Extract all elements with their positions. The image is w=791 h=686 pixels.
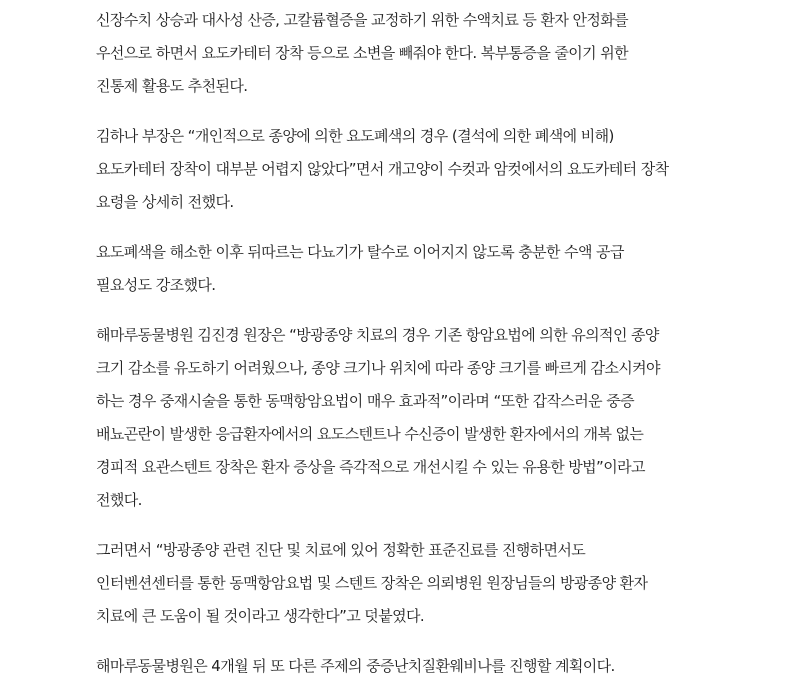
article-body — [96, 0, 736, 683]
paragraph-5 — [96, 534, 736, 633]
paragraph-3 — [96, 236, 736, 302]
text-line: 해마루동물병원 김진경 원장은 “방광종양 치료의 경우 기존 항암요법에 의한 유의적인 종양 — [96, 326, 659, 344]
text-line: 요도카테터 장착이 대부분 어렵지 않았다”면서 개고양이 수컷과 암컷에서의 요도카테터 장착 — [96, 160, 669, 178]
text-line: 진통제 활용도 추천된다. — [96, 77, 248, 95]
text-line: 김하나 부장은 “개인적으로 종양에 의한 요도폐색의 경우 (결석에 의한 폐색에 비해) — [96, 127, 614, 145]
paragraph-2 — [96, 120, 736, 219]
paragraph-gap — [96, 103, 736, 120]
paragraph-4 — [96, 319, 736, 517]
text-line: 그러면서 “방광종양 관련 진단 및 치료에 있어 정확한 표준진료를 진행하면서도 — [96, 541, 586, 559]
paragraph-1 — [96, 4, 736, 103]
text-line: 요도폐색을 해소한 이후 뒤따르는 다뇨기가 탈수로 이어지지 않도록 충분한 수액 공급 — [96, 243, 624, 261]
paragraph-gap — [96, 302, 736, 319]
text-line: 신장수치 상승과 대사성 산증, 고칼륨혈증을 교정하기 위한 수액치료 등 환자 안정화를 — [96, 11, 629, 29]
text-line: 전했다. — [96, 491, 142, 509]
text-line: 인터벤션센터를 통한 동맥항암요법 및 스텐트 장착은 의뢰병원 원장님들의 방광종양 환자 — [96, 574, 648, 592]
text-line: 해마루동물병원은 4개월 뒤 또 다른 주제의 중증난치질환웨비나를 진행할 계획이다. — [96, 657, 615, 675]
text-line: 크기 감소를 유도하기 어려웠으나, 종양 크기나 위치에 따라 종양 크기를 빠르게 감소시켜야 — [96, 359, 660, 377]
paragraph-gap — [96, 633, 736, 650]
paragraph-gap — [96, 517, 736, 534]
text-line: 필요성도 강조했다. — [96, 276, 216, 294]
text-line: 우선으로 하면서 요도카테터 장착 등으로 소변을 빼줘야 한다. 복부통증을 줄이기 위한 — [96, 44, 629, 62]
text-line: 요령을 상세히 전했다. — [96, 193, 234, 211]
paragraph-6 — [96, 650, 736, 683]
text-line: 치료에 큰 도움이 될 것이라고 생각한다”고 덧붙였다. — [96, 607, 425, 625]
text-line: 하는 경우 중재시술을 통한 동맥항암요법이 매우 효과적”이라며 “또한 갑작스러운 중증 — [96, 392, 635, 410]
text-line: 배뇨곤란이 발생한 응급환자에서의 요도스텐트나 수신증이 발생한 환자에서의 개복 없는 — [96, 425, 644, 443]
text-line: 경피적 요관스텐트 장착은 환자 증상을 즉각적으로 개선시킬 수 있는 유용한 방법”이라고 — [96, 458, 645, 476]
paragraph-gap — [96, 219, 736, 236]
